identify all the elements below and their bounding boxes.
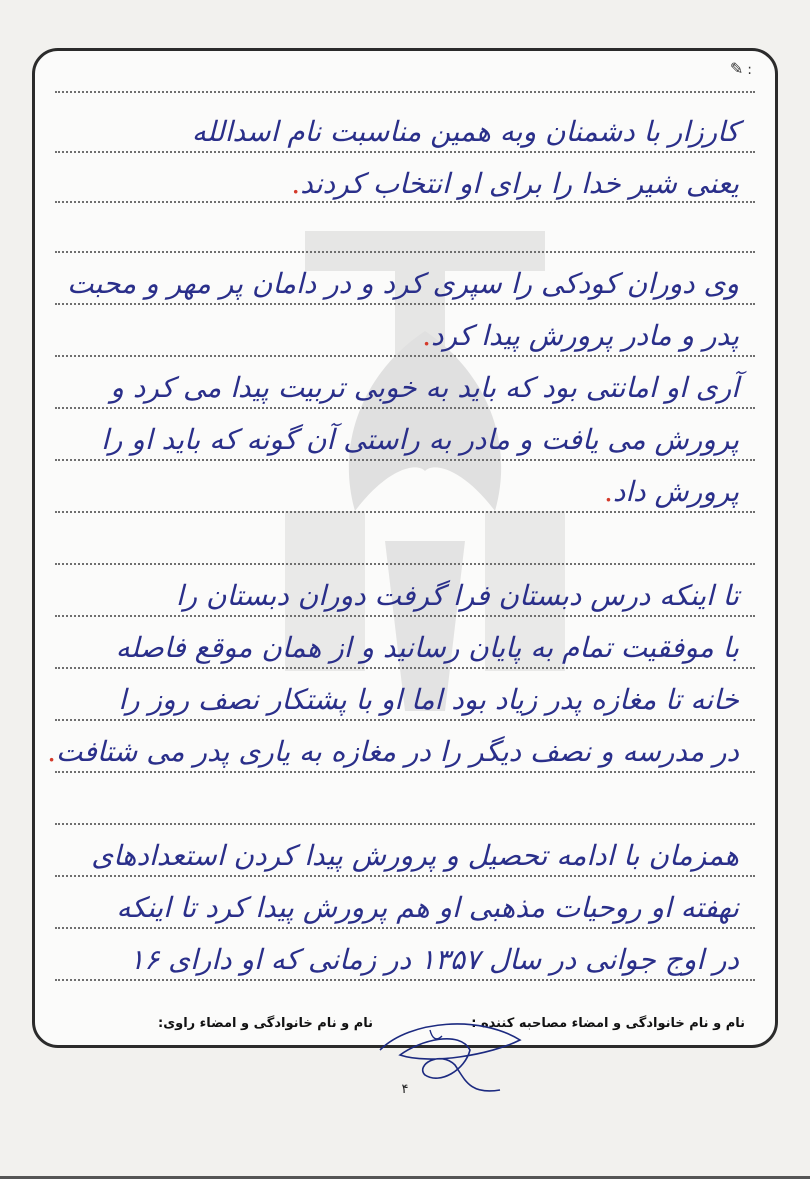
handwritten-line-11: با موفقیت تمام به پایان رسانید و از همان موقع فاصله bbox=[115, 631, 739, 664]
page-number: ۴ bbox=[401, 1082, 409, 1097]
handwritten-line-4: وی دوران کودکی را سپری کرد و در دامان پر مهر و محبت bbox=[67, 267, 739, 300]
page-sheet bbox=[32, 48, 778, 1048]
handwritten-line-5: پدر و مادر پرورش پیدا کرد. bbox=[422, 319, 739, 352]
ruled-line bbox=[55, 771, 755, 773]
ruled-line bbox=[55, 511, 755, 513]
ruled-line bbox=[55, 667, 755, 669]
red-dot: . bbox=[291, 167, 301, 200]
ruled-line bbox=[55, 823, 755, 825]
ruled-line bbox=[55, 303, 755, 305]
red-dot: . bbox=[47, 735, 56, 768]
ruled-line bbox=[55, 615, 755, 617]
handwritten-line-2: یعنی شیر خدا را برای او انتخاب کردند. bbox=[291, 167, 739, 200]
ruled-line bbox=[55, 875, 755, 877]
red-dot: . bbox=[422, 319, 431, 352]
ruled-line bbox=[55, 407, 755, 409]
red-dot: . bbox=[604, 475, 613, 508]
header-marker bbox=[730, 59, 753, 78]
handwritten-line-12: خانه تا مغازه پدر زیاد بود اما او با پشتکار نصف روز را bbox=[118, 683, 739, 716]
ruled-line bbox=[55, 563, 755, 565]
handwritten-line-16: نهفته او روحیات مذهبی او هم پرورش پیدا کرد تا اینکه bbox=[116, 891, 739, 924]
ruled-line bbox=[55, 201, 755, 203]
header-colon: : bbox=[747, 62, 753, 78]
handwritten-line-10: تا اینکه درس دبستان فرا گرفت دوران دبستان را bbox=[175, 579, 739, 612]
ruled-line bbox=[55, 719, 755, 721]
handwritten-line-8: پرورش داد. bbox=[604, 475, 739, 508]
ruled-line bbox=[55, 355, 755, 357]
handwritten-line-17: در اوج جوانی در سال ۱۳۵۷ در زمانی که او دارای ۱۶ bbox=[129, 943, 739, 976]
ruled-line bbox=[55, 251, 755, 253]
ruled-line bbox=[55, 459, 755, 461]
pen-icon: ✎ bbox=[729, 59, 745, 78]
handwritten-line-6: آری او امانتی بود که باید به خوبی تربیت پیدا می کرد و bbox=[110, 371, 739, 404]
ruled-line bbox=[55, 927, 755, 929]
ruled-line bbox=[55, 91, 755, 93]
ruled-line bbox=[55, 979, 755, 981]
handwritten-line-13: در مدرسه و نصف دیگر را در مغازه به یاری پدر می شتافت. bbox=[47, 735, 739, 768]
handwritten-line-1: کارزار با دشمنان وبه همین مناسبت نام اسدالله bbox=[191, 115, 739, 148]
handwritten-line-15: همزمان با ادامه تحصیل و پرورش پیدا کردن استعدادهای bbox=[91, 839, 739, 872]
narrator-signature-label: نام و نام خانوادگی و امضاء راوی: bbox=[158, 1016, 373, 1031]
handwritten-line-7: پرورش می یافت و مادر به راستی آن گونه که باید او را bbox=[101, 423, 739, 456]
ruled-line bbox=[55, 151, 755, 153]
interviewer-signature-label: نام و نام خانوادگی و امضاء مصاحبه کننده : bbox=[471, 1016, 745, 1031]
